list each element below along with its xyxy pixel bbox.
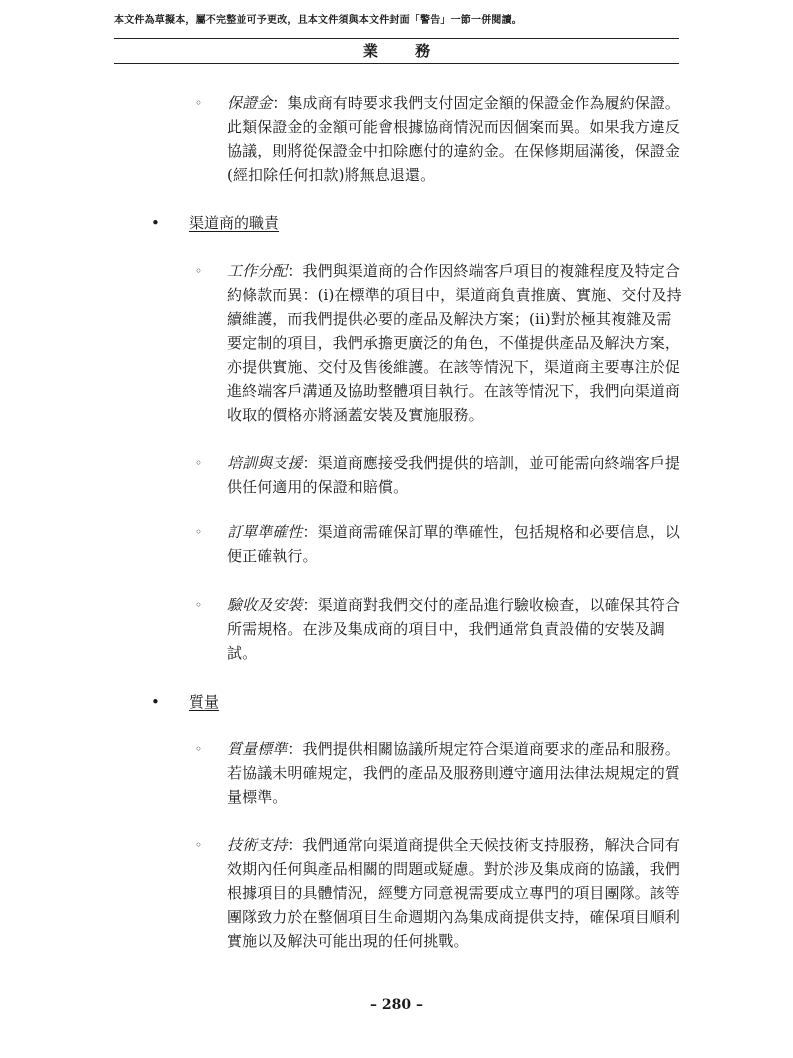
item-text: ：我們與渠道商的合作因終端客戶項目的複雜程度及特定合約條款而異：(i)在標準的項目中，渠道商負責推廣、實施、交付及持續維護，而我們提供必要的產品及解決方案；(ii)對於極其複雜及需要定制的項目，我們承擔更廣泛的角色，不僅提供產品及解決方案，亦提供實施、交付及售後維護。在該等情況下，渠道商主要專注於促進終端客戶溝通及協助整體項目執行。在該等情況下，我們向渠道商收取的價格亦將涵蓋安裝及實施服務。 [227, 262, 682, 424]
bullet-icon: • [151, 214, 160, 232]
item-text: ：渠道商應接受我們提供的培訓，並可能需向終端客戶提供任何適用的保證和賠償。 [227, 454, 681, 496]
item-lead: 培訓與支援 [227, 454, 303, 472]
item-lead: 訂單準確性 [227, 523, 303, 541]
header-top-rule [114, 38, 679, 39]
paragraph-deposit [227, 91, 685, 187]
paragraph-technical-support [227, 833, 685, 953]
list-item-quality-standards [195, 737, 685, 809]
hollow-bullet-icon: ◦ [195, 96, 203, 110]
hollow-bullet-icon: ◦ [195, 264, 203, 278]
list-item-acceptance-installation [195, 593, 685, 665]
heading-text: 渠道商的職責 [189, 214, 280, 232]
item-text: ：渠道商需確保訂單的準確性，包括規格和必要信息，以便正確執行。 [227, 523, 681, 565]
hollow-bullet-icon: ◦ [195, 598, 203, 612]
hollow-bullet-icon: ◦ [195, 456, 203, 470]
hollow-bullet-icon: ◦ [195, 525, 203, 539]
list-item-technical-support [195, 833, 685, 953]
hollow-bullet-icon: ◦ [195, 742, 203, 756]
item-lead: 工作分配 [227, 262, 288, 280]
header-bottom-rule [114, 63, 679, 64]
item-lead: 保證金 [227, 94, 273, 112]
draft-notice: 本文件為草擬本，屬不完整並可予更改，且本文件須與本文件封面「警告」一節一併閱讀。 [114, 15, 522, 26]
hollow-bullet-icon: ◦ [195, 838, 203, 852]
item-lead: 技術支持 [227, 836, 288, 854]
section-title: 業 務 [362, 42, 447, 60]
item-text: ：渠道商對我們交付的產品進行驗收檢查，以確保其符合所需規格。在涉及集成商的項目中，我們通常負責設備的安裝及調試。 [227, 596, 681, 662]
bullet-icon: • [151, 693, 160, 711]
item-lead: 質量標準 [227, 740, 288, 758]
paragraph-training-support [227, 451, 685, 499]
paragraph-work-allocation [227, 259, 685, 427]
item-text: ：我們通常向渠道商提供全天候技術支持服務，解決合同有效期內任何與產品相關的問題或疑慮。對於涉及集成商的協議，我們根據項目的具體情況，經雙方同意視需要成立專門的項目團隊。該等團隊致力於在整個項目生命週期內為集成商提供支持，確保項目順利實施以及解決可能出現的任何挑戰。 [227, 836, 681, 950]
section-heading-channel-duties [151, 211, 280, 235]
list-item-training-support [195, 451, 685, 499]
item-text: ：我們提供相關協議所規定符合渠道商要求的產品和服務。若協議未明確規定，我們的產品及服務則遵守適用法律法規規定的質量標準。 [227, 740, 681, 806]
section-heading-quality [151, 690, 220, 714]
item-text: ：集成商有時要求我們支付固定金額的保證金作為履約保證。此類保證金的金額可能會根據協商情況而因個案而異。如果我方違反協議，則將從保證金中扣除應付的違約金。在保修期屆滿後，保證金(經扣除任何扣款)將無息退還。 [227, 94, 681, 184]
paragraph-order-accuracy [227, 520, 685, 568]
page-number: – 280 – [370, 997, 423, 1013]
paragraph-acceptance-installation [227, 593, 685, 665]
list-item-work-allocation [195, 259, 685, 427]
item-lead: 驗收及安裝 [227, 596, 303, 614]
list-item-deposit [195, 91, 685, 187]
paragraph-quality-standards [227, 737, 685, 809]
heading-text: 質量 [189, 693, 220, 711]
list-item-order-accuracy [195, 520, 685, 568]
